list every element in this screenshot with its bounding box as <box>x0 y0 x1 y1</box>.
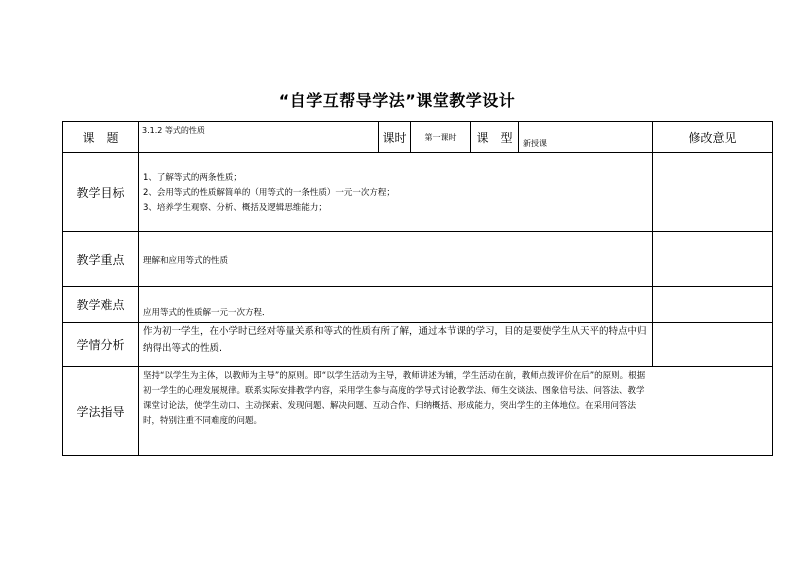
goals-content <box>139 153 653 232</box>
goals-row <box>63 153 773 232</box>
header-row <box>63 122 773 153</box>
student-analysis-row <box>63 323 773 367</box>
period-label: 课时 <box>379 122 411 153</box>
revision-label: 修改意见 <box>653 122 773 153</box>
key-points-row <box>63 232 773 287</box>
student-analysis-revision-cell <box>653 323 773 367</box>
topic-label: 课 题 <box>63 122 139 153</box>
page-title: “自学互帮导学法”课堂教学设计 <box>278 91 516 110</box>
topic-value: 3.1.2 等式的性质 <box>139 122 379 153</box>
key-points-content: 理解和应用等式的性质 <box>139 232 653 287</box>
difficulties-label: 教学难点 <box>63 287 139 323</box>
difficulties-revision-cell <box>653 287 773 323</box>
key-points-revision-cell <box>653 232 773 287</box>
method-guidance-content: 坚持“以学生为主体，以教师为主导”的原则。即“以学生活动为主导，教师讲述为辅，学生活动在前，教师点拨评价在后”的原则。根据初一学生的心理发展规律。联系实际安排教学内容，采用学生参与高度的学导式讨论教学法、师生交谈法、图象信号法、问答法、教学课堂讨论法，使学生动口、主动探索、发现问题、解决问题、互动合作、归纳概括、形成能力，突出学生的主体地位。在采用问答法时，特别注重不同难度的问题。 <box>139 367 773 456</box>
student-analysis-content: 作为初一学生，在小学时已经对等量关系和等式的性质有所了解，通过本节课的学习，目的是要使学生从天平的特点中归纳得出等式的性质. <box>139 323 653 367</box>
goal-item: 3、培养学生观察、分析、概括及逻辑思维能力； <box>143 203 327 213</box>
type-label: 课 型 <box>471 122 519 153</box>
difficulties-content: 应用等式的性质解一元一次方程． <box>139 287 653 323</box>
type-value: 新授课 <box>519 122 653 153</box>
goals-label: 教学目标 <box>63 153 139 232</box>
period-value: 第一课时 <box>411 122 471 153</box>
lesson-design-table <box>62 121 773 456</box>
student-analysis-label: 学情分析 <box>63 323 139 367</box>
difficulties-row <box>63 287 773 323</box>
method-guidance-label: 学法指导 <box>63 367 139 456</box>
key-points-label: 教学重点 <box>63 232 139 287</box>
method-guidance-row <box>63 367 773 456</box>
goal-item: 2、会用等式的性质解简单的（用等式的一条性质）一元一次方程； <box>143 188 395 198</box>
goals-revision-cell <box>653 153 773 232</box>
goal-item: 1、了解等式的两条性质； <box>143 173 242 183</box>
